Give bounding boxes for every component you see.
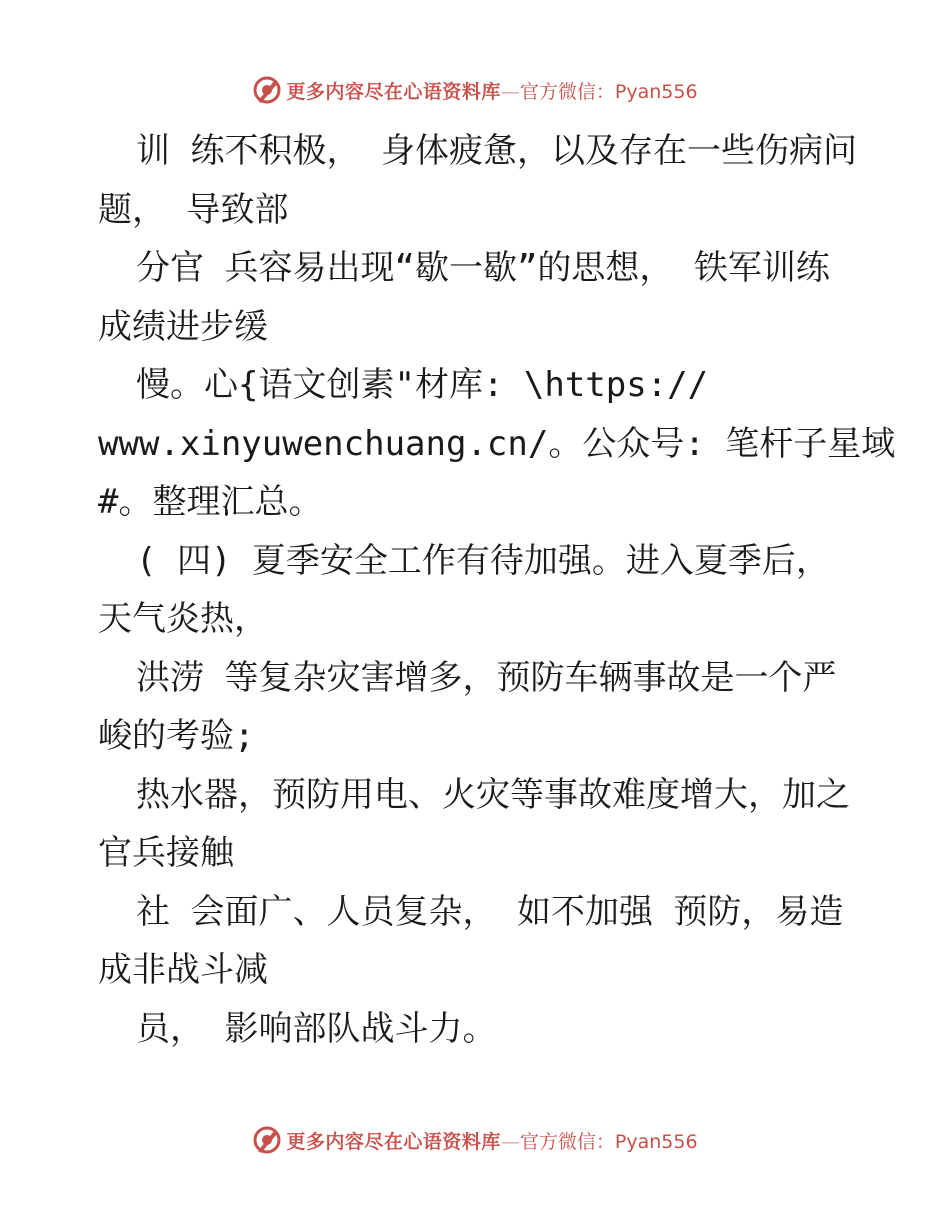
text-line: 分官 兵容易出现“歇一歇”的思想， 铁军训练 [136,248,830,288]
text-line: 官兵接触 [98,833,234,873]
text-line: 社 会面广、人员复杂， 如不加强 预防，易造 [136,891,844,932]
text-line: 热水器，预防用电、火灾等事故难度增大，加之 [136,774,850,815]
header-wechat: 官方微信：Pyan556 [519,80,698,103]
text-line: 题， 导致部 [98,189,289,230]
pen-seal-logo-icon [252,1125,282,1155]
text-line: 洪涝 等复杂灾害增多，预防车辆事故是一个严 [136,657,837,698]
pen-seal-logo-icon [252,75,282,105]
text-line: 慢。心{语文创素"材库: \https:// [136,365,709,405]
footer-brand: 更多内容尽在心语资料库 [286,1130,501,1153]
footer-wechat: 官方微信：Pyan556 [519,1130,698,1153]
footer-banner [0,1120,950,1160]
text-line: 成非战斗减 [98,950,268,990]
header-banner [0,70,950,110]
text-line: 员， 影响部队战斗力。 [136,1008,497,1049]
document-body [98,122,896,1058]
text-line: 天气炎热， [98,599,268,639]
footer-separator: — [500,1130,520,1153]
text-line: 成绩进步缓 [98,306,268,347]
text-line: #。整理汇总。 [98,482,323,522]
text-line: ( 四) 夏季安全工作有待加强。进入夏季后， [136,540,830,581]
header-separator: — [500,80,520,103]
text-line: www.xinyuwenchuang.cn/。公众号: 笔杆子星域 [98,423,896,464]
text-line: 训 练不积极， 身体疲惫，以及存在一些伤病问 [136,131,857,171]
header-brand: 更多内容尽在心语资料库 [286,80,501,103]
text-line: 峻的考验; [98,716,255,756]
